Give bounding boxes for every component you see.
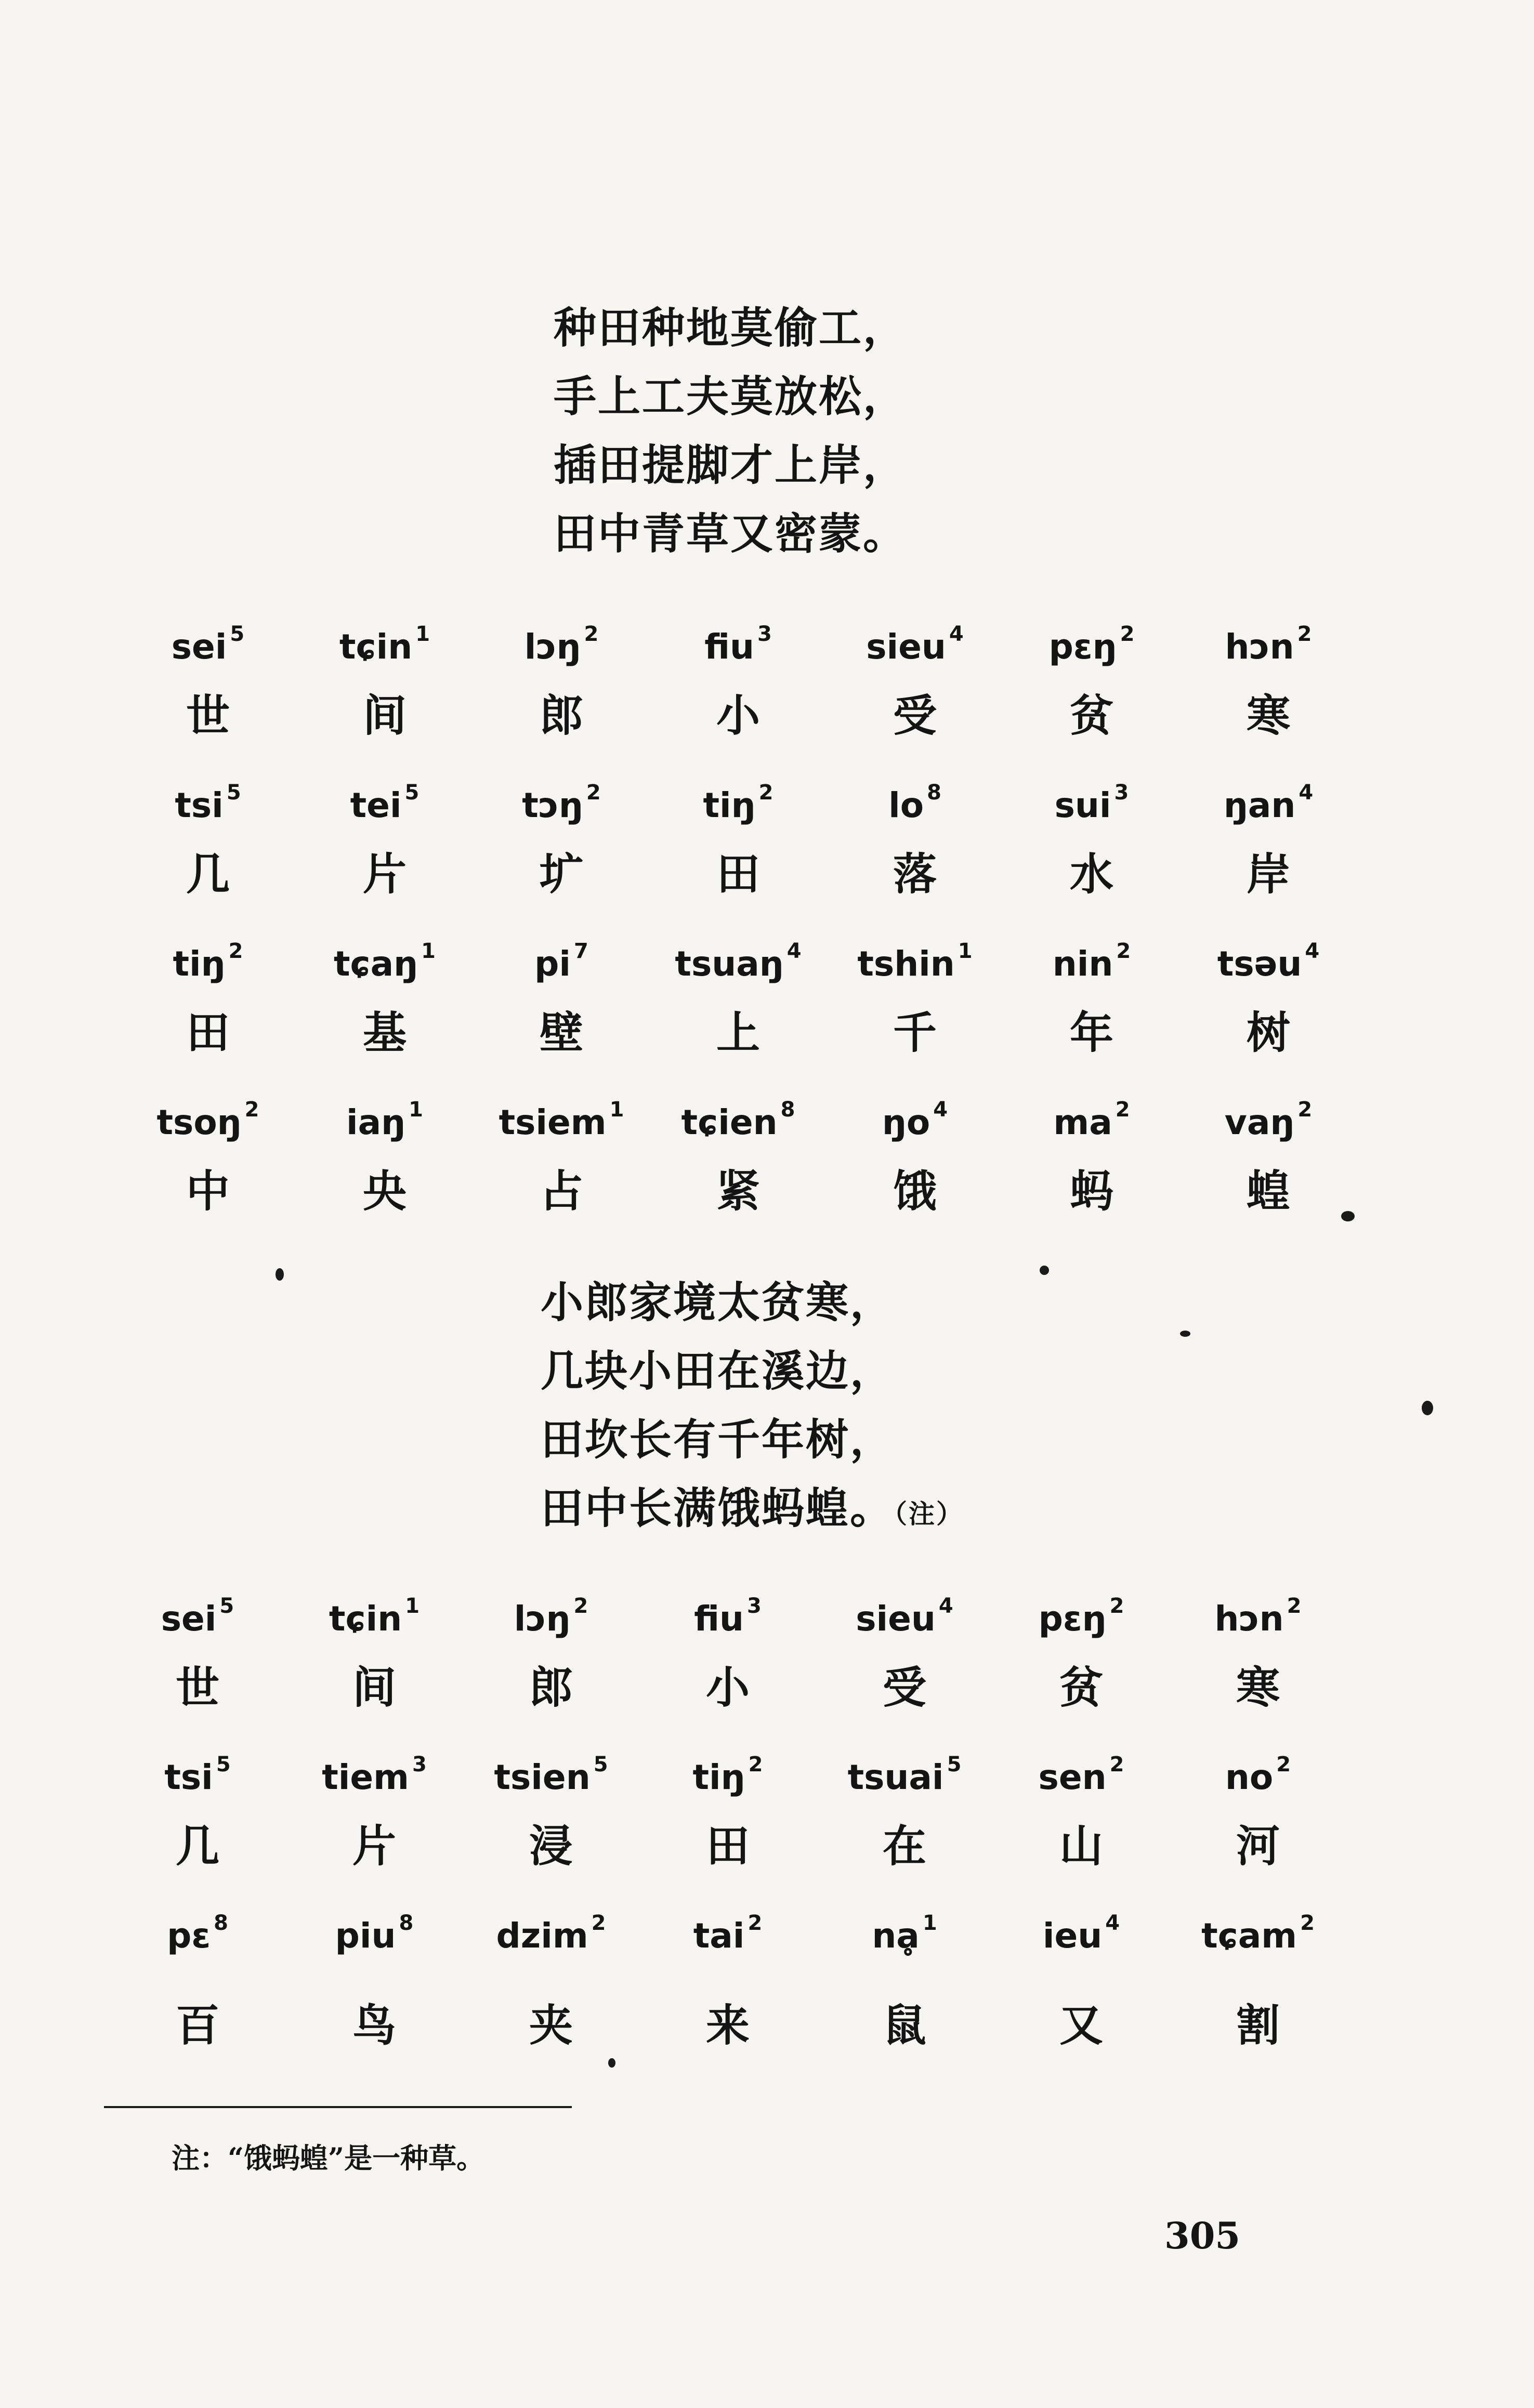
romanization-text: tsuaŋ: [675, 944, 784, 984]
romanization-text: tsi: [175, 785, 224, 825]
hanzi-character: 间: [352, 1662, 396, 1713]
page-number: 305: [1164, 2214, 1241, 2257]
hanzi-character: 世: [186, 690, 230, 741]
syllable-cell: [827, 772, 1003, 900]
syllable-cell: [650, 613, 827, 742]
romanization-text: ŋo: [882, 1102, 930, 1142]
tone-number: 5: [219, 1594, 234, 1618]
syllable-cell: [1003, 772, 1180, 900]
romanization: [694, 1594, 762, 1639]
poem-2: [541, 1268, 964, 1548]
hanzi-character: 割: [1236, 1999, 1280, 2051]
syllable-cell: [816, 1902, 993, 2051]
tone-number: 5: [216, 1753, 231, 1777]
romanization-text: tiŋ: [173, 944, 226, 984]
tone-number: 1: [922, 1911, 937, 1935]
romanization: [1225, 622, 1312, 667]
romanization: [171, 622, 245, 667]
syllable-cell: [286, 1744, 463, 1872]
romanization: [1053, 1098, 1130, 1142]
hanzi-character: 蚂: [1069, 1165, 1113, 1217]
romanization: [514, 1594, 588, 1639]
tone-number: 5: [226, 781, 241, 805]
tone-number: 4: [1299, 781, 1314, 805]
tone-number: 2: [1300, 1911, 1315, 1935]
romanization-text: fiu: [704, 627, 755, 667]
hanzi-character: 树: [1246, 1007, 1290, 1058]
hanzi-character: 在: [882, 1820, 926, 1872]
tone-number: 1: [415, 622, 430, 646]
syllable-cell: [109, 1585, 286, 1714]
syllable-cell: [993, 1585, 1170, 1714]
tone-number: 1: [409, 1098, 423, 1122]
romanization: [167, 1911, 228, 1956]
romanization-text: sieu: [866, 627, 946, 667]
hanzi-character: 间: [362, 690, 407, 741]
romanization: [524, 622, 599, 667]
romanization-text: sei: [171, 627, 227, 667]
syllable-cell: [639, 1744, 816, 1872]
hanzi-character: 贫: [1059, 1662, 1103, 1713]
syllable-cell: [827, 1089, 1003, 1217]
romanization-text: tiem: [322, 1757, 409, 1797]
romanization-text: tɕin: [339, 627, 413, 667]
romanization-text: hɔn: [1225, 627, 1294, 667]
romanization-text: tɕin: [329, 1599, 402, 1639]
romanization-text: pɛŋ: [1048, 627, 1117, 667]
poem-1: [554, 294, 907, 568]
hanzi-character: 千: [893, 1007, 937, 1058]
romanization: [1038, 1753, 1124, 1797]
romanization-text: tiŋ: [703, 785, 756, 825]
tone-number: 5: [947, 1753, 962, 1777]
tone-number: 2: [1276, 1753, 1291, 1777]
syllable-cell: [650, 930, 827, 1059]
romanization: [1052, 939, 1131, 984]
romanization: [175, 781, 241, 825]
romanization-text: iaŋ: [346, 1102, 406, 1142]
romanization: [857, 939, 973, 984]
romanization: [522, 781, 601, 825]
syllable-cell: [993, 1744, 1170, 1872]
romanization: [322, 1753, 427, 1797]
syllable-cell: [296, 772, 473, 900]
romanization: [173, 939, 243, 984]
tone-number: 3: [412, 1753, 427, 1777]
tone-number: 5: [404, 781, 419, 805]
tone-number: 2: [591, 1911, 606, 1935]
romanization: [329, 1594, 420, 1639]
tone-number: 2: [1297, 622, 1312, 646]
romanization: [1225, 1753, 1291, 1797]
romanization: [1042, 1911, 1120, 1956]
romanization: [1038, 1594, 1124, 1639]
hanzi-character: 落: [893, 848, 937, 900]
hanzi-character: 又: [1059, 1999, 1103, 2051]
scan-speck: [1422, 1401, 1433, 1415]
hanzi-character: 寒: [1236, 1662, 1280, 1713]
romanization: [1201, 1911, 1315, 1956]
syllable-cell: [639, 1902, 816, 2051]
hanzi-character: 岸: [1246, 848, 1290, 900]
syllable-cell: [109, 1744, 286, 1872]
tone-number: 2: [1120, 622, 1135, 646]
romanization-text: tshin: [857, 944, 955, 984]
hanzi-character: 蝗: [1246, 1165, 1290, 1217]
tone-number: 4: [1105, 1911, 1120, 1935]
syllable-cell: [650, 772, 827, 900]
romanization: [856, 1594, 953, 1639]
poem-line: 插田提脚才上岸，: [554, 440, 908, 490]
romanization-text: tiŋ: [692, 1757, 745, 1797]
poem-line: [541, 1474, 964, 1548]
tone-number: 1: [421, 939, 436, 963]
hanzi-character: 基: [362, 1007, 407, 1058]
romanization-text: tsuai: [847, 1757, 944, 1797]
tone-number: 2: [573, 1594, 588, 1618]
poem-line: 小郎家境太贫寒，: [541, 1278, 895, 1327]
romanization-text: piu: [335, 1916, 396, 1956]
hanzi-character: 郎: [529, 1662, 573, 1713]
scan-speck: [1341, 1211, 1355, 1221]
hanzi-character: 片: [362, 848, 407, 900]
romanization: [704, 622, 772, 667]
romanization-text: tsi: [164, 1757, 213, 1797]
tone-number: 3: [747, 1594, 762, 1618]
tone-number: 8: [214, 1911, 228, 1935]
romanization-text: ma: [1053, 1102, 1112, 1142]
hanzi-character: 水: [1069, 848, 1113, 900]
syllable-cell: [816, 1744, 993, 1872]
syllable-cell: [1180, 772, 1357, 900]
poem-line-text: 田中长满饿蚂蝗。: [541, 1483, 895, 1533]
hanzi-character: 饿: [893, 1165, 937, 1217]
romanization: [888, 781, 941, 825]
romanization-text: lɔŋ: [524, 627, 581, 667]
romanization-text: sen: [1038, 1757, 1107, 1797]
hanzi-character: 紧: [716, 1165, 760, 1217]
note-marker: （注）: [894, 1498, 964, 1529]
hanzi-character: 鼠: [882, 1999, 926, 2051]
romanization: [156, 1098, 259, 1142]
tone-number: 2: [1115, 1098, 1130, 1122]
tone-number: 2: [1287, 1594, 1302, 1618]
syllable-cell: [296, 1089, 473, 1217]
romanization: [1224, 1098, 1313, 1142]
romanization-text: pi: [534, 944, 571, 984]
hanzi-character: 几: [175, 1820, 219, 1872]
syllable-cell: [1003, 613, 1180, 742]
romanization-text: tsiem: [499, 1102, 607, 1142]
poem-line: 田中青草又密蒙。: [554, 509, 908, 559]
romanization: [339, 622, 430, 667]
romanization-text: tai: [693, 1916, 745, 1956]
tone-number: 2: [244, 1098, 259, 1122]
syllable-cell: [473, 613, 650, 742]
hanzi-character: 中: [186, 1165, 230, 1217]
hanzi-character: 受: [882, 1662, 926, 1713]
romanization-text: sui: [1054, 785, 1111, 825]
tone-number: 1: [405, 1594, 420, 1618]
hanzi-character: 世: [175, 1662, 219, 1713]
hanzi-character: 山: [1059, 1820, 1103, 1872]
tone-number: 4: [938, 1594, 953, 1618]
romanization: [1223, 781, 1314, 825]
tone-number: 5: [230, 622, 245, 646]
romanization: [499, 1098, 624, 1142]
hanzi-character: 圹: [539, 848, 583, 900]
syllable-cell: [286, 1902, 463, 2051]
romanization-text: tsien: [494, 1757, 591, 1797]
romanization: [1048, 622, 1135, 667]
syllable-cell: [650, 1089, 827, 1217]
romanization-text: nin: [1052, 944, 1113, 984]
syllable-cell: [463, 1744, 639, 1872]
hanzi-character: 占: [539, 1165, 583, 1217]
tone-number: 1: [958, 939, 973, 963]
romanization: [1054, 781, 1129, 825]
syllable-cell: [1003, 1089, 1180, 1217]
tone-number: 3: [757, 622, 772, 646]
syllable-cell: [827, 930, 1003, 1059]
scan-speck: [1040, 1266, 1049, 1275]
romanization: [335, 1911, 414, 1956]
tone-number: 4: [1305, 939, 1320, 963]
romanization: [346, 1098, 423, 1142]
syllable-cell: [1170, 1585, 1346, 1714]
romanization: [496, 1911, 606, 1956]
romanization-text: tɔŋ: [522, 785, 583, 825]
syllable-cell: [120, 930, 296, 1059]
hanzi-character: 几: [186, 848, 230, 900]
hanzi-character: 百: [175, 1999, 219, 2051]
syllable-cell: [296, 613, 473, 742]
syllable-cell: [463, 1585, 639, 1714]
hanzi-character: 来: [705, 1999, 750, 2051]
romanization-text: tei: [350, 785, 402, 825]
tone-number: 3: [1114, 781, 1129, 805]
hanzi-character: 年: [1069, 1007, 1113, 1058]
romanization-text: lɔŋ: [514, 1599, 571, 1639]
hanzi-character: 贫: [1069, 690, 1113, 741]
tone-number: 2: [1297, 1098, 1313, 1122]
syllable-cell: [639, 1585, 816, 1714]
syllable-cell: [1180, 613, 1357, 742]
syllable-cell: [473, 930, 650, 1059]
syllable-cell: [1170, 1744, 1346, 1872]
hanzi-character: 郎: [539, 690, 583, 741]
romanization: [161, 1594, 234, 1639]
tone-number: 8: [399, 1911, 414, 1935]
tone-number: 2: [586, 781, 601, 805]
tone-number: 2: [748, 1753, 763, 1777]
romanization: [534, 939, 588, 984]
romanization-text: tsəu: [1217, 944, 1302, 984]
romanization: [866, 622, 964, 667]
romanization: [872, 1911, 937, 1956]
tone-number: 4: [786, 939, 802, 963]
hanzi-character: 小: [716, 690, 760, 741]
hanzi-character: 田: [186, 1007, 230, 1058]
footnote-rule: [104, 2106, 572, 2108]
hanzi-character: 壁: [539, 1007, 583, 1058]
tone-number: 2: [748, 1911, 763, 1935]
romanization: [164, 1753, 231, 1797]
syllable-cell: [1170, 1902, 1346, 2051]
syllable-cell: [816, 1585, 993, 1714]
romanization-text: tɕaŋ: [333, 944, 418, 984]
hanzi-character: 片: [352, 1820, 396, 1872]
hanzi-character: 小: [705, 1662, 750, 1713]
romanization-text: tɕam: [1201, 1916, 1297, 1956]
poem-line: 田坎长有千年树，: [541, 1415, 895, 1465]
scan-speck: [1180, 1331, 1190, 1337]
syllable-cell: [473, 1089, 650, 1217]
romanization-text: pɛ: [167, 1916, 211, 1956]
footnote: 注：“饿蚂蝗”是一种草。: [172, 2141, 485, 2175]
tone-number: 4: [933, 1098, 948, 1122]
romanization: [693, 1911, 763, 1956]
tone-number: 2: [228, 939, 243, 963]
romanization-text: hɔn: [1214, 1599, 1284, 1639]
syllable-cell: [1180, 1089, 1357, 1217]
romanization-text: ieu: [1042, 1916, 1103, 1956]
romanization-text: sieu: [856, 1599, 936, 1639]
tone-number: 2: [1109, 1594, 1124, 1618]
romanization: [1214, 1594, 1302, 1639]
tone-number: 2: [1116, 939, 1131, 963]
hanzi-character: 寒: [1246, 690, 1290, 741]
syllable-cell: [993, 1902, 1170, 2051]
romanization: [350, 781, 419, 825]
tone-number: 7: [574, 939, 588, 963]
syllable-cell: [286, 1585, 463, 1714]
romanization-text: ŋan: [1223, 785, 1296, 825]
romanization-text: no: [1225, 1757, 1274, 1797]
tone-number: 5: [593, 1753, 608, 1777]
hanzi-character: 浸: [529, 1820, 573, 1872]
romanization-text: lo: [888, 785, 924, 825]
syllable-cell: [109, 1902, 286, 2051]
syllable-cell: [120, 613, 296, 742]
tone-number: 1: [609, 1098, 624, 1122]
romanization-text: nḁ: [872, 1916, 920, 1956]
scan-speck: [608, 2058, 615, 2068]
romanization-text: tsoŋ: [156, 1102, 242, 1142]
tone-number: 8: [927, 781, 941, 805]
hanzi-character: 田: [716, 848, 760, 900]
tone-number: 4: [949, 622, 964, 646]
syllable-cell: [463, 1902, 639, 2051]
romanization-text: vaŋ: [1224, 1102, 1295, 1142]
hanzi-character: 夹: [529, 1999, 573, 2051]
hanzi-character: 上: [716, 1007, 760, 1058]
syllable-cell: [827, 613, 1003, 742]
romanization: [703, 781, 773, 825]
tone-number: 2: [1109, 1753, 1124, 1777]
poem-line: 手上工夫莫放松，: [554, 372, 908, 422]
syllable-cell: [1180, 930, 1357, 1059]
hanzi-character: 河: [1236, 1820, 1280, 1872]
romanization: [494, 1753, 608, 1797]
scan-speck: [276, 1268, 284, 1281]
hanzi-character: 受: [893, 690, 937, 741]
romanization: [1217, 939, 1320, 984]
romanization-text: fiu: [694, 1599, 744, 1639]
tone-number: 2: [584, 622, 599, 646]
romanization: [675, 939, 802, 984]
romanization-text: pɛŋ: [1038, 1599, 1107, 1639]
syllable-cell: [1003, 930, 1180, 1059]
romanization: [882, 1098, 948, 1142]
romanization: [847, 1753, 962, 1797]
syllable-cell: [296, 930, 473, 1059]
syllable-cell: [120, 772, 296, 900]
tone-number: 8: [780, 1098, 795, 1122]
tone-number: 2: [758, 781, 773, 805]
romanization-text: tɕien: [681, 1102, 778, 1142]
hanzi-character: 田: [705, 1820, 750, 1872]
romanization-text: dzim: [496, 1916, 588, 1956]
poem-line: 几块小田在溪边，: [541, 1346, 895, 1396]
romanization: [681, 1098, 795, 1142]
hanzi-character: 鸟: [352, 1999, 396, 2051]
syllable-cell: [473, 772, 650, 900]
romanization-text: sei: [161, 1599, 217, 1639]
syllable-cell: [120, 1089, 296, 1217]
romanization: [333, 939, 436, 984]
hanzi-character: 央: [362, 1165, 407, 1217]
romanization: [692, 1753, 763, 1797]
poem-line: 种田种地莫偷工，: [554, 303, 908, 353]
